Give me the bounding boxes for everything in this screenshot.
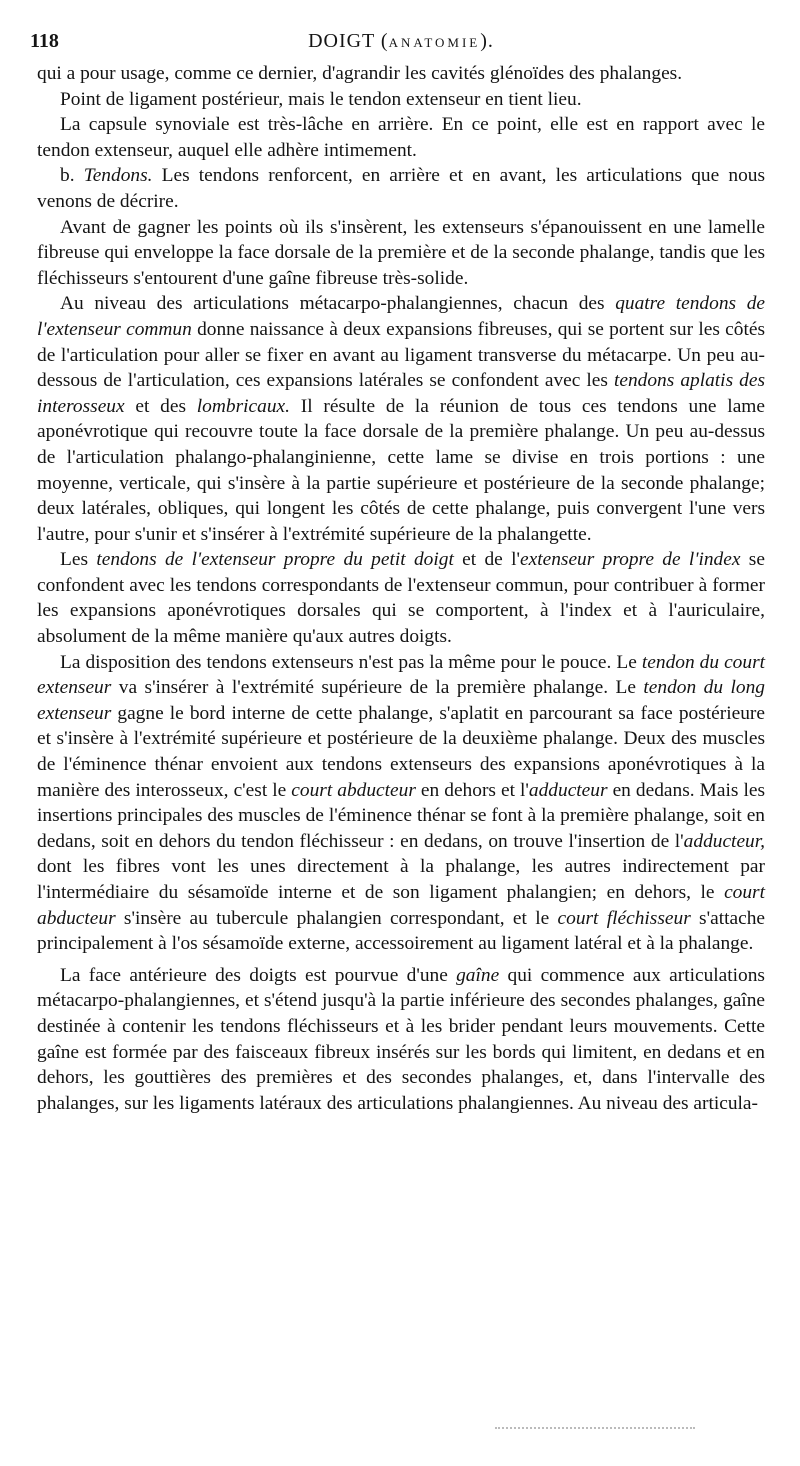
italic-term: lombricaux. bbox=[196, 395, 290, 417]
paragraph bbox=[37, 650, 765, 957]
italic-term: Tendons. bbox=[83, 165, 153, 187]
text-run: La face antérieure des doigts est pourvue d'une bbox=[60, 964, 457, 986]
italic-term: tendons aplatis des interosseux bbox=[37, 370, 765, 417]
paragraph bbox=[37, 963, 765, 1117]
text-run: gagne le bord interne de cette phalange, s'aplatit en parcourant sa face postérieure et s'insère à l'extrémité supérieure et postérieure de la deuxième phalange. Deux des muscles de l'éminence thénar envoient aux tendons extenseurs des expansions aponévrotiques à la manière des interosseux, c'est le bbox=[37, 702, 765, 801]
text-run: s'attache principalement à l'os sésamoïde externe, accessoirement au ligament latéral et à la phalange. bbox=[37, 907, 765, 955]
italic-term: tendon du long extenseur bbox=[37, 677, 765, 724]
text-run: Point de ligament postérieur, mais le tendon extenseur en tient lieu. bbox=[60, 88, 582, 110]
paragraph bbox=[37, 291, 765, 547]
italic-term: court abducteur bbox=[291, 779, 416, 801]
running-title: DOIGT (ANATOMIE). bbox=[308, 30, 494, 52]
text-run: en dedans. Mais les insertions principales des muscles de l'éminence thénar se font à la première phalange, soit en dedans, soit en dehors du tendon fléchisseur : en dedans, on trouve l'insertion de l' bbox=[37, 779, 765, 852]
paragraph bbox=[37, 163, 765, 214]
running-title-main: DOIGT bbox=[308, 30, 375, 52]
text-run: Au niveau des articulations métacarpo-phalangiennes, chacun des bbox=[60, 293, 616, 315]
text-run: Les tendons renforcent, en arrière et en avant, les articulations que nous venons de décrire. bbox=[37, 165, 766, 212]
paragraph bbox=[37, 547, 765, 649]
text-run: en dehors et l' bbox=[415, 779, 529, 801]
italic-term: quatre tendons de l'extenseur commun bbox=[37, 293, 765, 340]
text-run: se confondent avec les tendons correspondants de l'extenseur commun, pour contribuer à former les expansions aponévrotiques dorsales qui se comportent, à l'index et à l'auriculaire, absolument de la même manière qu'aux autres doigts. bbox=[37, 549, 765, 648]
page-number: 118 bbox=[30, 30, 59, 52]
text-run: s'insère au tubercule phalangien correspondant, et le bbox=[115, 907, 558, 929]
text-run: qui commence aux articulations métacarpo-phalangiennes, et s'étend jusqu'à la partie inférieure des secondes phalanges, gaîne destinée à contenir les tendons fléchisseurs et à les brider pendant leurs mouvements. Cette gaîne est formée par des faisceaux fibreux insérés sur les bords qui limitent, en dedans et en dehors, les gouttières des premières et des secondes phalanges, et, dans l'intervalle des phalanges, sur les ligaments latéraux des articulations phalangiennes. Au niveau des articula- bbox=[37, 964, 765, 1114]
paragraph bbox=[37, 87, 765, 113]
italic-term: gaîne bbox=[456, 964, 500, 986]
running-header bbox=[30, 30, 772, 56]
italic-term: court fléchisseur bbox=[557, 907, 691, 929]
italic-term: tendons de l'extenseur propre du petit doigt bbox=[96, 549, 454, 571]
text-run: qui a pour usage, comme ce dernier, d'agrandir les cavités glénoïdes des phalanges. bbox=[37, 63, 683, 84]
text-run: Avant de gagner les points où ils s'insèrent, les extenseurs s'épanouissent en une lamelle fibreuse qui enveloppe la face dorsale de la première et de la seconde phalange, tandis que les fléchisseurs s'entourent d'une gaîne fibreuse très-solide. bbox=[37, 216, 765, 289]
italic-term: adducteur, bbox=[683, 830, 765, 852]
running-title-sub: ANATOMIE bbox=[388, 35, 481, 50]
text-run: va s'insérer à l'extrémité supérieure de la première phalange. Le bbox=[111, 677, 644, 699]
italic-term: extenseur propre de l'index bbox=[520, 549, 741, 571]
paragraph bbox=[37, 61, 765, 87]
text-run: et des bbox=[124, 395, 197, 417]
text-run: Les bbox=[60, 549, 97, 571]
paragraph bbox=[37, 215, 765, 292]
text-run: b. bbox=[60, 165, 84, 187]
text-run: donne naissance à deux expansions fibreuses, qui se portent sur les côtés de l'articulation pour aller se fixer en avant au ligament transverse du métacarpe. Un peu au-dessous de l'articulation, ces expansions latérales se confondent avec les bbox=[37, 318, 765, 392]
italic-term: court abducteur bbox=[37, 882, 765, 929]
text-run: La disposition des tendons extenseurs n'est pas la même pour le pouce. Le bbox=[60, 651, 642, 673]
page-footer-dots bbox=[495, 1427, 695, 1435]
text-run: Il résulte de la réunion de tous ces tendons une lame aponévrotique qui recouvre toute la face dorsale de la première phalange. Un peu au-dessus de l'articulation phalango-phalanginienne, cette lame se divise en trois portions : une moyenne, verticale, qui s'insère à la partie supérieure et postérieure de la seconde phalange; deux latérales, obliques, qui longent les côtés de cette phalange, puis convergent l'une vers l'autre, pour s'unir et s'insérer à l'extrémité supérieure de la phalangette. bbox=[37, 395, 765, 545]
text-run: dont les fibres vont les unes directement à la phalange, les autres indirectement par l'intermédiaire du sésamoïde interne et de son ligament phalangien; en dehors, le bbox=[37, 856, 765, 903]
italic-term: tendon du court extenseur bbox=[37, 651, 766, 699]
text-run: La capsule synoviale est très-lâche en arrière. En ce point, elle est en rapport avec le tendon extenseur, auquel elle adhère intimement. bbox=[37, 114, 765, 161]
paragraph bbox=[37, 112, 765, 163]
body-text bbox=[37, 61, 765, 1116]
text-run: et de l' bbox=[453, 549, 520, 571]
italic-term: adducteur bbox=[528, 779, 608, 801]
